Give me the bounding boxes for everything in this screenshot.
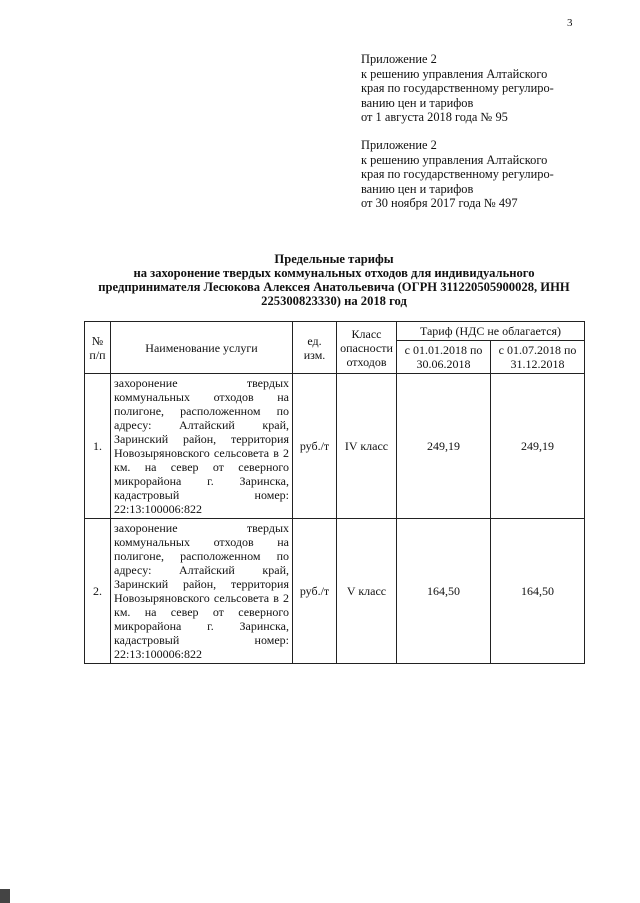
tariff-period-2: 164,50 bbox=[491, 519, 585, 664]
hazard-class-cell: IV класс bbox=[337, 374, 397, 519]
col-header-unit: ед. изм. bbox=[293, 322, 337, 374]
appendix-block-original bbox=[361, 138, 591, 211]
appendix-line: к решению управления Алтайского bbox=[361, 66, 548, 81]
col-header-service: Наименование услуги bbox=[111, 322, 293, 374]
appendix-line: Приложение 2 bbox=[361, 138, 437, 152]
page-number: 3 bbox=[567, 17, 573, 29]
hazard-class-cell: V класс bbox=[337, 519, 397, 664]
table-header-row bbox=[85, 322, 585, 341]
title-line: Предельные тарифы bbox=[274, 252, 394, 266]
appendix-line: к решению управления Алтайского bbox=[361, 152, 548, 167]
document-title bbox=[84, 252, 584, 308]
title-line: предпринимателя Лесюкова Алексея Анатольевича (ОГРН 311220505900028, ИНН bbox=[98, 280, 570, 294]
tariff-period-1: 249,19 bbox=[397, 374, 491, 519]
unit-cell: руб./т bbox=[293, 374, 337, 519]
row-number: 2. bbox=[85, 519, 111, 664]
appendix-block-current bbox=[361, 52, 591, 125]
appendix-line: края по государственному регулиро- bbox=[361, 167, 554, 182]
service-description: захоронение твердых коммунальных отходов на полигоне, расположенном по адресу: Алтайский край, Заринский район, территория Новозыряновского сельсовета в 2 км. на север от северного микрорайона г. Заринска, кадастровый номер: 22:13:100006:822 bbox=[111, 374, 293, 519]
appendix-line: ванию цен и тарифов bbox=[361, 95, 474, 110]
appendix-line: от 30 ноября 2017 года № 497 bbox=[361, 196, 518, 211]
title-line: на захоронение твердых коммунальных отходов для индивидуального bbox=[133, 266, 535, 280]
appendix-line: Приложение 2 bbox=[361, 52, 437, 66]
col-header-period-2: с 01.07.2018 по 31.12.2018 bbox=[491, 341, 585, 374]
appendix-line: от 1 августа 2018 года № 95 bbox=[361, 110, 508, 125]
service-description: захоронение твердых коммунальных отходов на полигоне, расположенном по адресу: Алтайский край, Заринский район, территория Новозыряновского сельсовета в 2 км. на север от северного микрорайона г. Заринска, кадастровый номер: 22:13:100006:822 bbox=[111, 519, 293, 664]
appendix-line: ванию цен и тарифов bbox=[361, 181, 474, 196]
unit-cell: руб./т bbox=[293, 519, 337, 664]
tariff-period-1: 164,50 bbox=[397, 519, 491, 664]
col-header-period-1: с 01.01.2018 по 30.06.2018 bbox=[397, 341, 491, 374]
tariff-period-2: 249,19 bbox=[491, 374, 585, 519]
scan-edge-mark bbox=[0, 889, 10, 903]
appendix-line: края по государственному регулиро- bbox=[361, 81, 554, 96]
col-header-tariff: Тариф (НДС не облагается) bbox=[397, 322, 585, 341]
col-header-num: № п/п bbox=[85, 322, 111, 374]
title-line: 225300823330) на 2018 год bbox=[261, 294, 407, 308]
col-header-class: Класс опасности отходов bbox=[337, 322, 397, 374]
row-number: 1. bbox=[85, 374, 111, 519]
table-row bbox=[85, 519, 585, 664]
tariff-table bbox=[84, 321, 585, 664]
table-row bbox=[85, 374, 585, 519]
